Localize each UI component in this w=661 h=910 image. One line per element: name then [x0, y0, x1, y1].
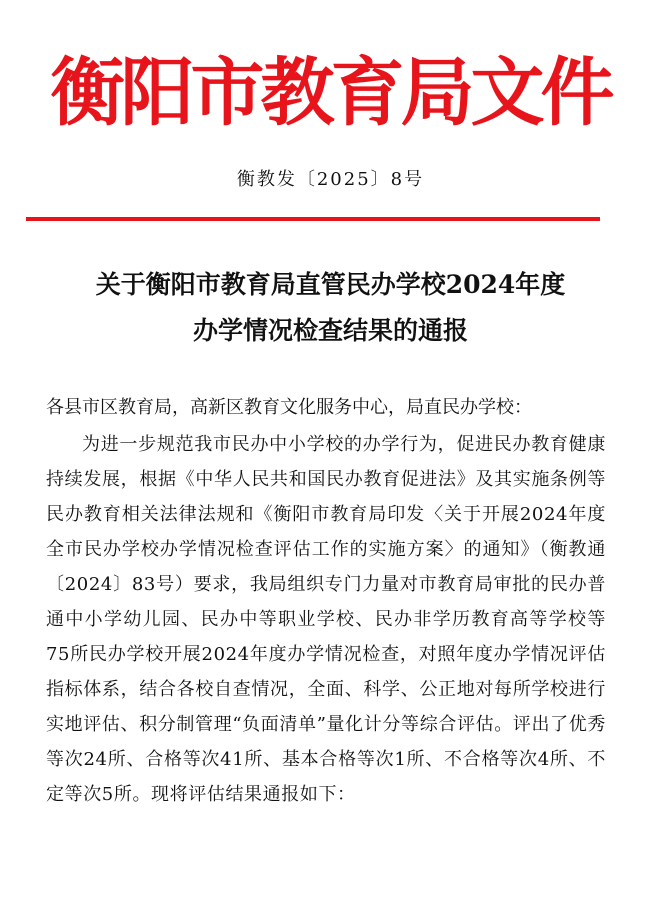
title-line-2: 办学情况检查结果的通报 — [192, 316, 468, 345]
document-number: 衡教发〔2025〕8号 — [236, 169, 425, 190]
document-masthead: 衡阳市教育局文件 — [50, 50, 611, 136]
document-title — [0, 262, 661, 354]
title-line-1: 关于衡阳市教育局直管民办学校2024年度 — [95, 270, 566, 299]
body-paragraph: 为进一步规范我市民办中小学校的办学行为，促进民办教育健康持续发展，根据《中华人民共和国民办教育促进法》及其实施条例等民办教育相关法律法规和《衡阳市教育局印发〈关于开展2024年度全市民办学校办学情况检查评估工作的实施方案〉的通知》（衡教通〔2024〕83号）要求，我局组织专门力量对市教育局审批的民办普通中小学幼儿园、民办中等职业学校、民办非学历教育高等学校等75所民办学校开展2024年度办学情况检查，对照年度办学情况评估指标体系，结合各校自查情况，全面、科学、公正地对每所学校进行实地评估、积分制管理“负面清单”量化计分等综合评估。评出了优秀等次24所、合格等次41所、基本合格等次1所、不合格等次4所、不定等次5所。现将评估结果通报如下： — [46, 434, 606, 805]
red-divider-line — [26, 217, 600, 221]
salutation: 各县市区教育局，高新区教育文化服务中心，局直民办学校： — [46, 397, 532, 418]
